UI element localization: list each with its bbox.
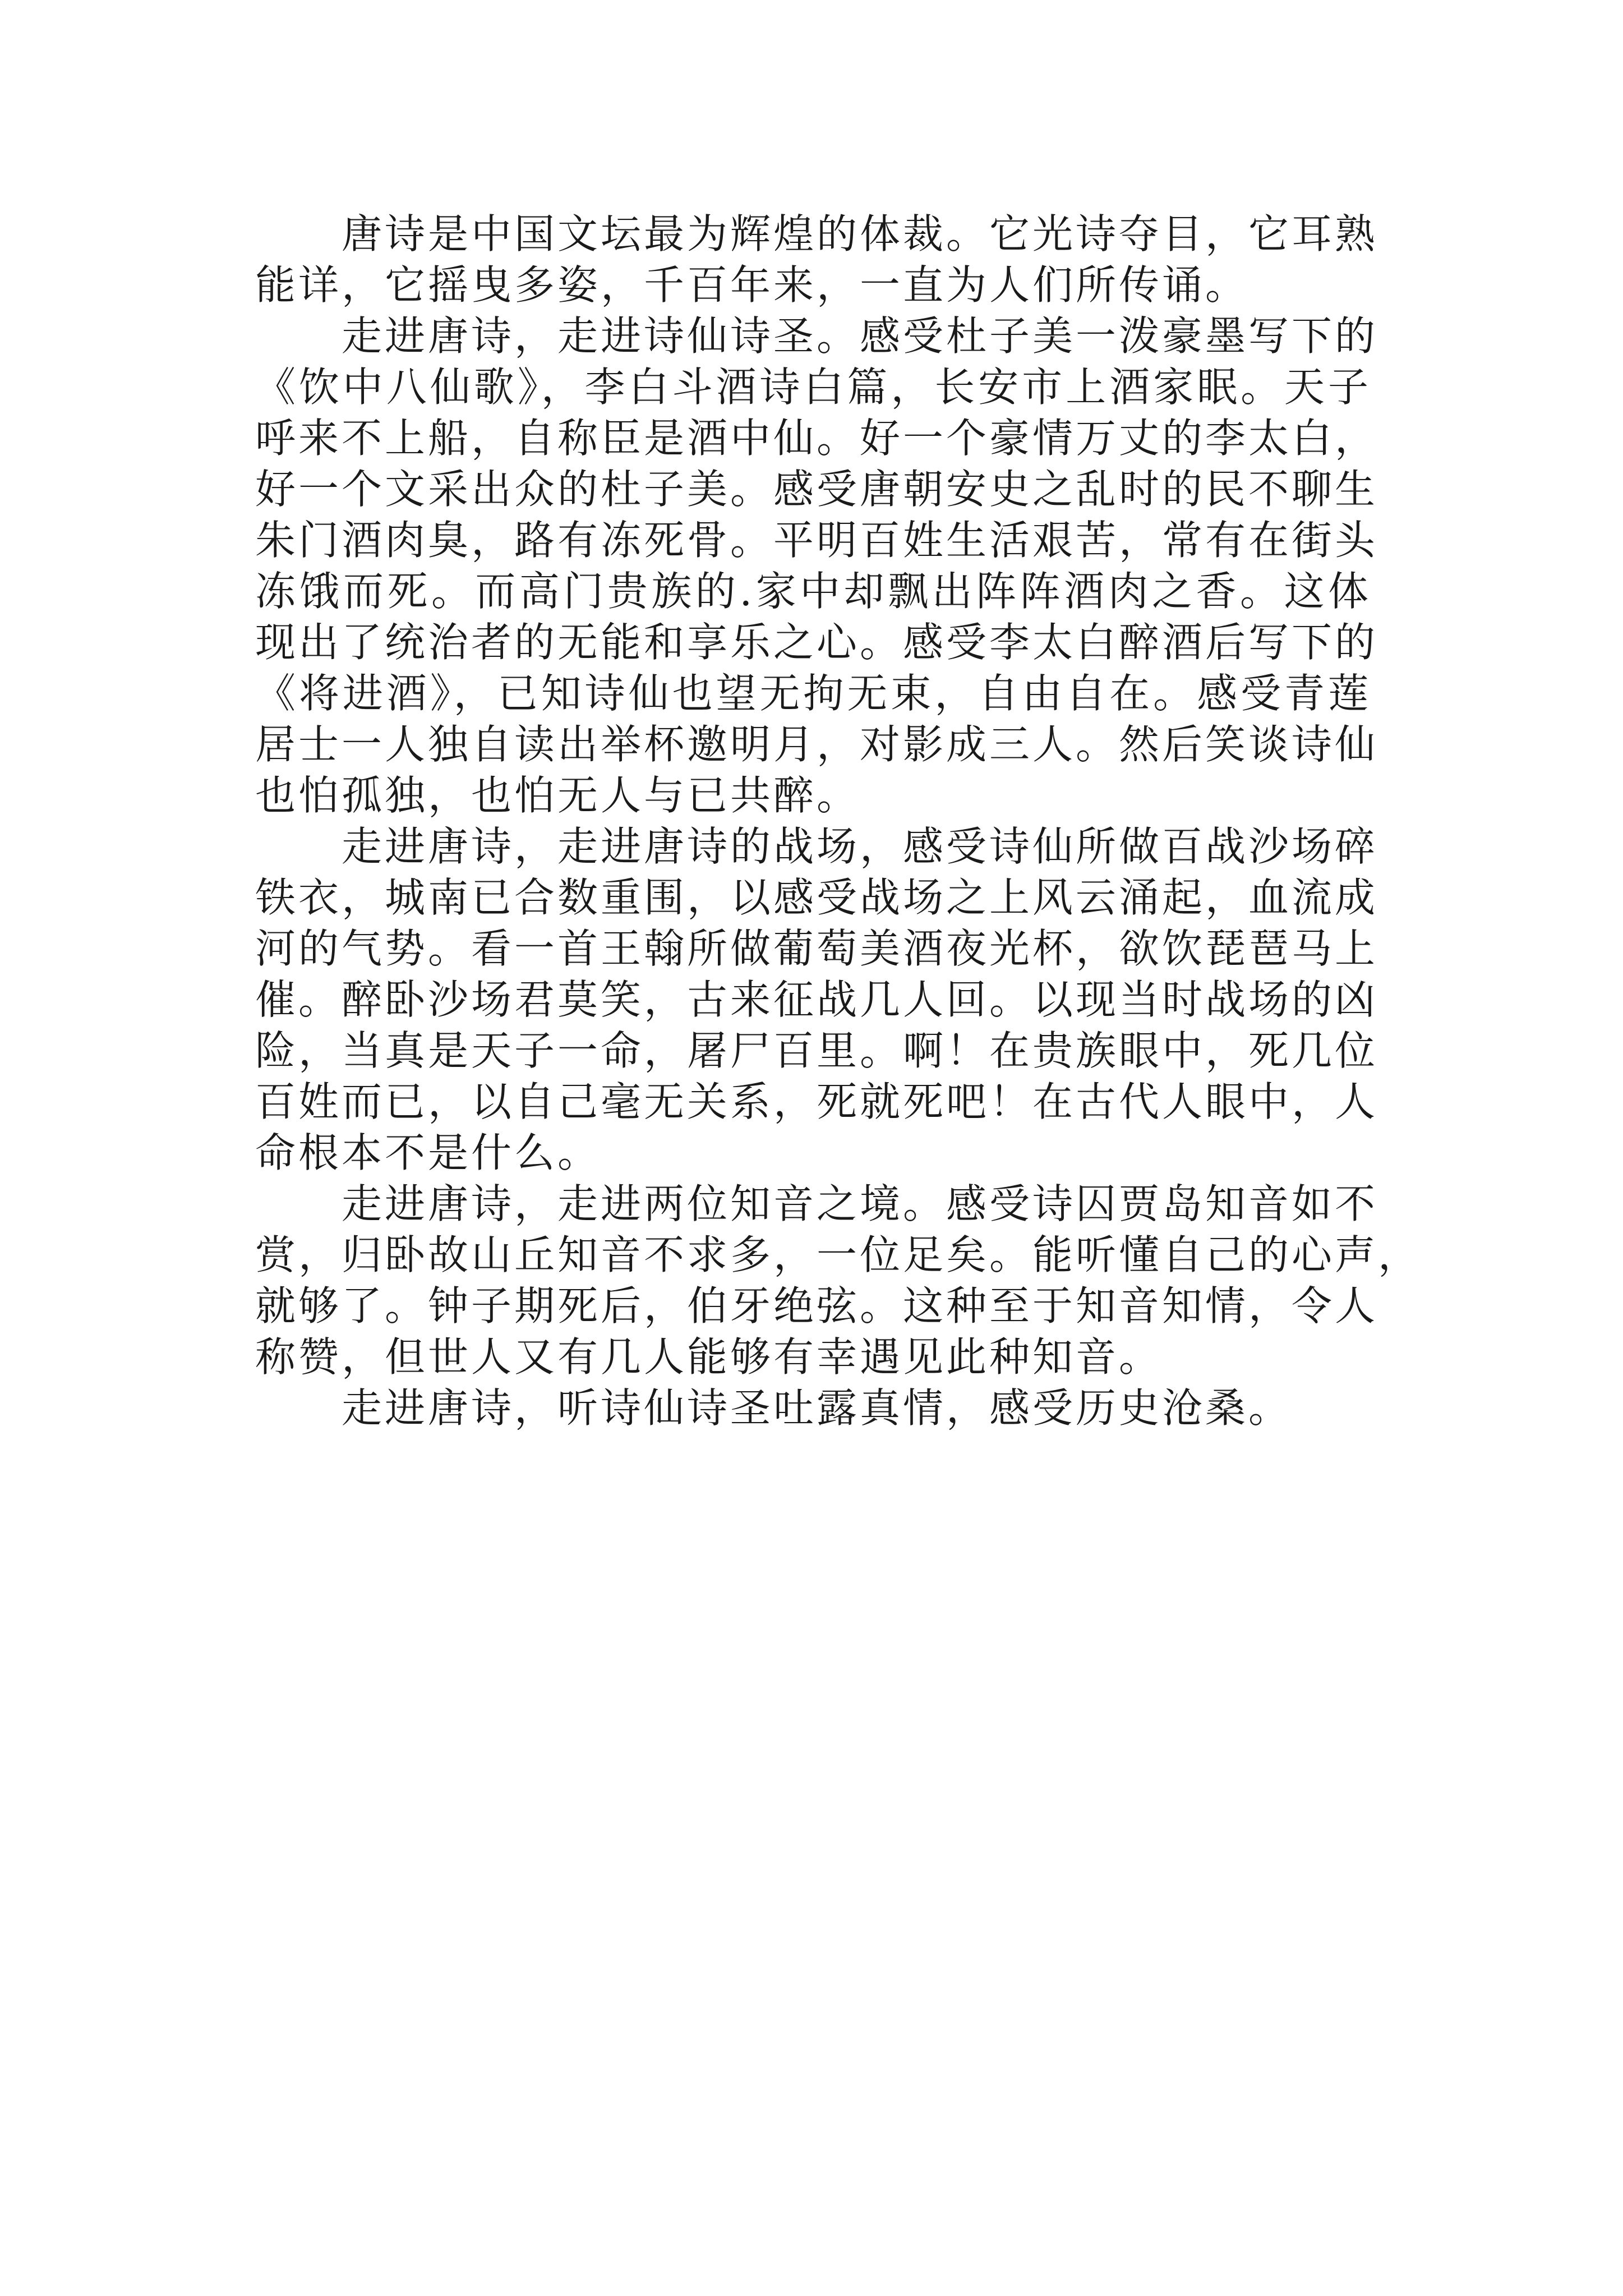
text-line: 也怕孤独，也怕无人与已共醉。 — [255, 772, 860, 819]
paragraph-1 — [255, 209, 1378, 311]
text-line: 铁衣，城南已合数重围，以感受战场之上风云涌起，血流成 — [255, 874, 1378, 921]
paragraph-5 — [255, 1383, 1371, 1434]
text-line: 呼来不上船，自称臣是酒中仙。好一个豪情万丈的李太白， — [255, 415, 1378, 462]
text-line: 走进唐诗，走进诗仙诗圣。感受杜子美一泼豪墨写下的 — [342, 312, 1378, 360]
text-line: 百姓而已，以自己毫无关系，死就死吧！在古代人眼中，人 — [255, 1078, 1378, 1125]
text-line: 好一个文采出众的杜子美。感受唐朝安史之乱时的民不聊生 — [255, 466, 1378, 513]
text-line: 河的气势。看一首王翰所做葡萄美酒夜光杯，欲饮琵琶马上 — [255, 925, 1378, 972]
text-line: 走进唐诗，走进两位知音之境。感受诗囚贾岛知音如不 — [342, 1180, 1378, 1227]
text-line: 冻饿而死。而高门贵族的.家中却飘出阵阵酒肉之香。这体 — [255, 568, 1371, 615]
document-body — [255, 209, 1422, 1434]
text-line: 《饮中八仙歌》，李白斗酒诗白篇，长安市上酒家眠。天子 — [255, 364, 1371, 411]
text-line: 催。醉卧沙场君莫笑，古来征战几人回。以现当时战场的凶 — [255, 976, 1378, 1023]
text-line: 唐诗是中国文坛最为辉煌的体裁。它光诗夺目，它耳熟 — [342, 210, 1378, 257]
text-line: 走进唐诗，走进唐诗的战场，感受诗仙所做百战沙场碎 — [342, 823, 1378, 870]
text-line: 现出了统治者的无能和享乐之心。感受李太白醉酒后写下的 — [255, 619, 1378, 666]
text-line: 居士一人独自读出举杯邀明月，对影成三人。然后笑谈诗仙 — [255, 721, 1378, 768]
paragraph-2 — [255, 311, 1378, 821]
text-line: 《将进酒》，已知诗仙也望无拘无束，自由自在。感受青莲 — [255, 670, 1371, 717]
text-line: 就够了。钟子期死后，伯牙绝弦。这种至于知音知情，令人 — [255, 1282, 1378, 1329]
text-line: 能详，它摇曳多姿，千百年来，一直为人们所传诵。 — [255, 261, 1249, 309]
text-line: 险，当真是天子一命，屠尸百里。啊！在贵族眼中，死几位 — [255, 1027, 1378, 1074]
paragraph-4 — [255, 1179, 1422, 1383]
text-line: 称赞，但世人又有几人能够有幸遇见此种知音。 — [255, 1333, 1163, 1381]
text-line: 朱门酒肉臭，路有冻死骨。平明百姓生活艰苦，常有在街头 — [255, 517, 1378, 564]
paragraph-3 — [255, 821, 1378, 1179]
text-line: 命根本不是什么。 — [255, 1129, 601, 1176]
text-line: 赏，归卧故山丘知音不求多，一位足矣。能听懂自己的心声， — [255, 1231, 1422, 1278]
text-line: 走进唐诗，听诗仙诗圣吐露真情，感受历史沧桑。 — [342, 1384, 1292, 1432]
